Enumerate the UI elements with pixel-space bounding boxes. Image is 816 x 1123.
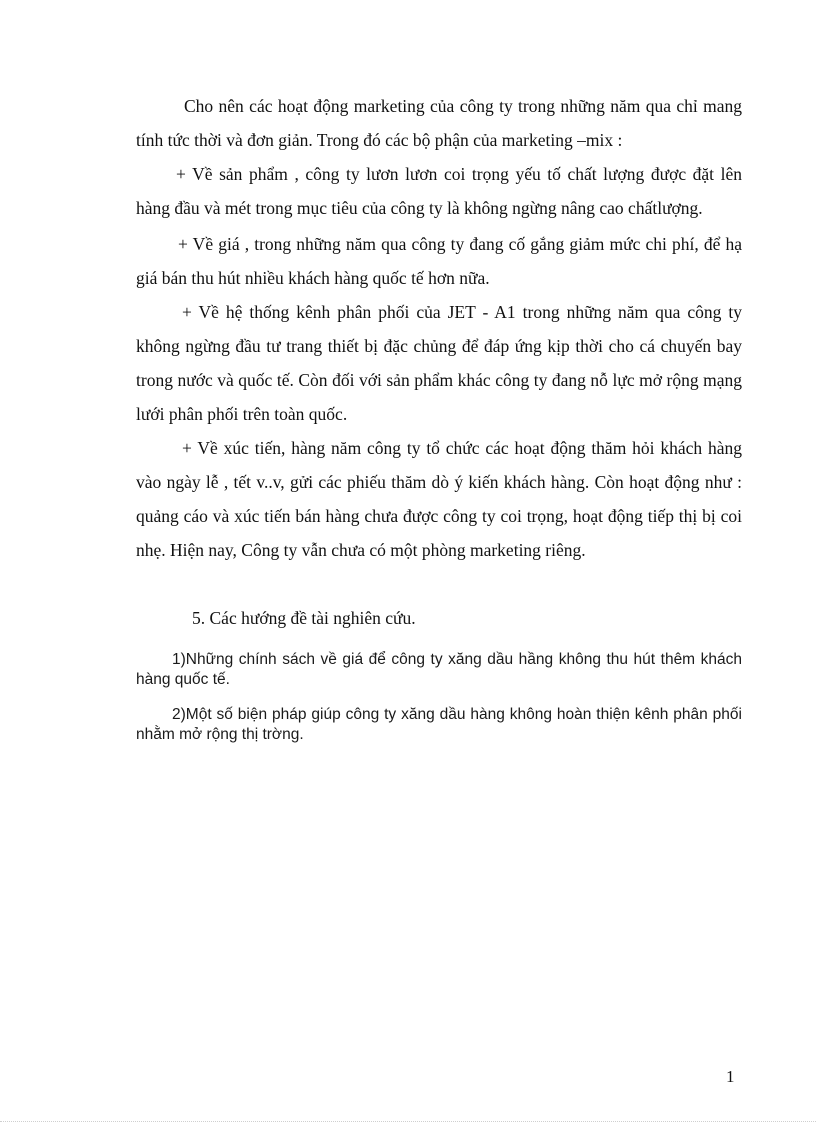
page-bottom-divider	[0, 1121, 816, 1122]
research-topic-item: 2)Một số biện pháp giúp công ty xăng dầu hàng không hoàn thiện kênh phân phối nhằm mở rộng thị trờng.	[136, 706, 742, 743]
paragraph-product: + Về sản phẩm , công ty lươn lươn coi trọng yếu tố chất lượng được đặt lên hàng đầu và mét trong mục tiêu của công ty là không ngừng nâng cao chấtlượng.	[136, 164, 742, 218]
paragraph-marketing-intro: Cho nên các hoạt động marketing của công ty trong những năm qua chỉ mang tính tức thời và đơn giản. Trong đó các bộ phận của marketing –mix :	[136, 96, 742, 150]
page-number: 1	[726, 1067, 735, 1086]
paragraph-promotion: + Về xúc tiến, hàng năm công ty tổ chức các hoạt động thăm hỏi khách hàng vào ngày lễ , tết v..v, gửi các phiếu thăm dò ý kiến khách hàng. Còn hoạt động như : quảng cáo và xúc tiến bán hàng chưa được công ty coi trọng, hoạt động tiếp thị bị coi nhẹ. Hiện nay, Công ty vẫn chưa có một phòng marketing riêng.	[136, 438, 742, 560]
paragraph-price: + Về giá , trong những năm qua công ty đang cố gắng giảm mức chi phí, để hạ giá bán thu hút nhiều khách hàng quốc tế hơn nữa.	[136, 234, 742, 288]
paragraph-distribution: + Về hệ thống kênh phân phối của JET - A1 trong những năm qua công ty không ngừng đầu tư trang thiết bị đặc chủng để đáp ứng kịp thời cho cá chuyến bay trong nước và quốc tế. Còn đối với sản phẩm khác công ty đang nỗ lực mở rộng mạng lưới phân phối trên toàn quốc.	[136, 302, 742, 424]
section-heading: 5. Các hướng đề tài nghiên cứu.	[192, 608, 416, 628]
research-topic-item: 1)Những chính sách về giá để công ty xăng dầu hầng không thu hút thêm khách hàng quốc tế.	[136, 651, 742, 688]
